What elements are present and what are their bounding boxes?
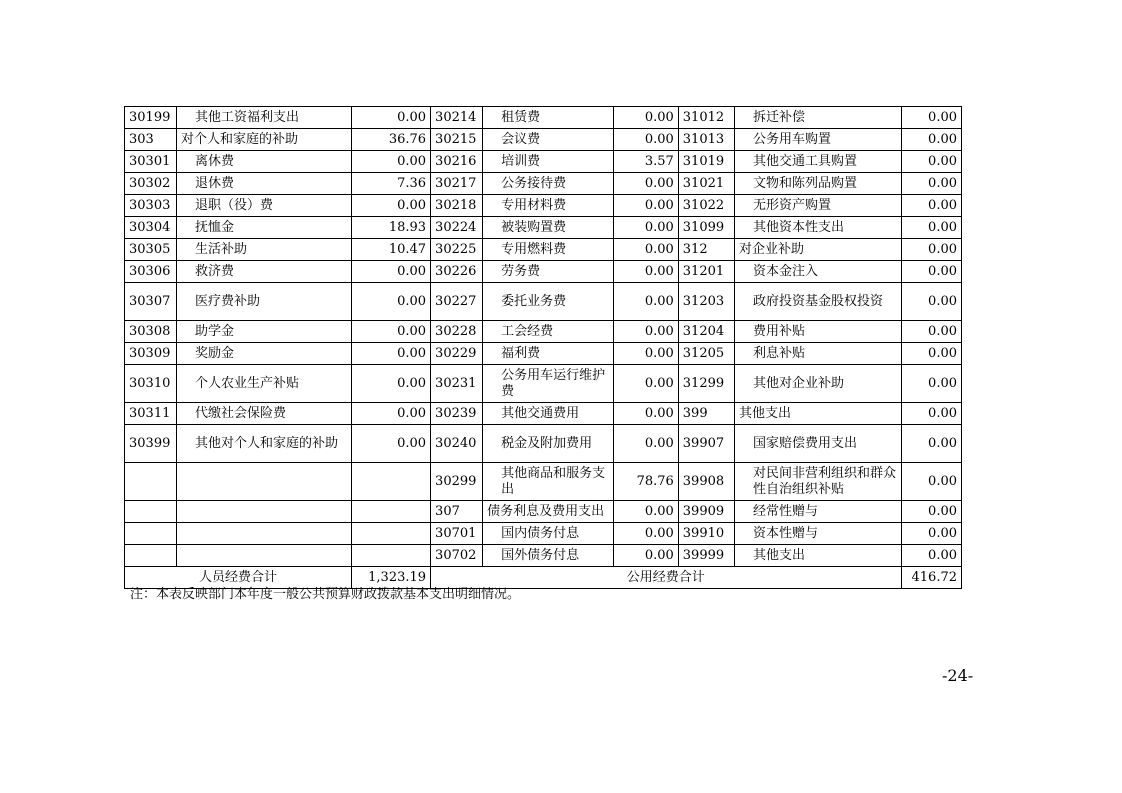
amount-cell: 36.76 <box>351 129 430 151</box>
code-cell: 30399 <box>125 425 177 463</box>
item-cell: 债务利息及费用支出 <box>483 501 614 523</box>
table-row <box>125 261 962 283</box>
amount-cell: 0.00 <box>614 283 679 321</box>
code-cell: 31022 <box>678 195 734 217</box>
item-cell: 拆迁补偿 <box>734 107 901 129</box>
item-cell: 其他对个人和家庭的补助 <box>177 425 352 463</box>
amount-cell <box>351 501 430 523</box>
table-row <box>125 283 962 321</box>
item-cell <box>177 523 352 545</box>
item-cell: 文物和陈列品购置 <box>734 173 901 195</box>
table-row <box>125 403 962 425</box>
item-cell: 其他交通费用 <box>483 403 614 425</box>
code-cell: 30702 <box>431 545 483 567</box>
item-cell: 经常性赠与 <box>734 501 901 523</box>
code-cell: 31012 <box>678 107 734 129</box>
item-cell: 救济费 <box>177 261 352 283</box>
table-row <box>125 107 962 129</box>
code-cell: 30225 <box>431 239 483 261</box>
table-row <box>125 321 962 343</box>
item-cell: 助学金 <box>177 321 352 343</box>
code-cell: 30231 <box>431 365 483 403</box>
item-cell: 退职（役）费 <box>177 195 352 217</box>
amount-cell: 0.00 <box>901 403 961 425</box>
item-cell: 福利费 <box>483 343 614 365</box>
amount-cell: 0.00 <box>614 217 679 239</box>
code-cell: 30299 <box>431 463 483 501</box>
amount-cell: 0.00 <box>614 403 679 425</box>
item-cell: 费用补贴 <box>734 321 901 343</box>
item-cell: 利息补贴 <box>734 343 901 365</box>
amount-cell: 0.00 <box>901 365 961 403</box>
amount-cell: 0.00 <box>351 343 430 365</box>
code-cell: 30304 <box>125 217 177 239</box>
item-cell: 委托业务费 <box>483 283 614 321</box>
item-cell: 税金及附加费用 <box>483 425 614 463</box>
amount-cell: 0.00 <box>351 403 430 425</box>
amount-cell: 7.36 <box>351 173 430 195</box>
code-cell: 31201 <box>678 261 734 283</box>
amount-cell: 0.00 <box>351 365 430 403</box>
item-cell: 其他工资福利支出 <box>177 107 352 129</box>
table-row <box>125 425 962 463</box>
code-cell: 30701 <box>431 523 483 545</box>
item-cell: 国内债务付息 <box>483 523 614 545</box>
code-cell: 39908 <box>678 463 734 501</box>
code-cell: 31021 <box>678 173 734 195</box>
amount-cell: 0.00 <box>351 283 430 321</box>
amount-cell: 78.76 <box>614 463 679 501</box>
code-cell: 39910 <box>678 523 734 545</box>
amount-cell: 0.00 <box>351 151 430 173</box>
item-cell: 其他支出 <box>734 403 901 425</box>
amount-cell: 0.00 <box>901 283 961 321</box>
expenditure-detail-table <box>124 106 962 589</box>
item-cell: 政府投资基金股权投资 <box>734 283 901 321</box>
item-cell: 专用燃料费 <box>483 239 614 261</box>
code-cell: 39907 <box>678 425 734 463</box>
amount-cell: 0.00 <box>614 343 679 365</box>
table-row <box>125 217 962 239</box>
item-cell: 代缴社会保险费 <box>177 403 352 425</box>
code-cell: 307 <box>431 501 483 523</box>
code-cell: 30306 <box>125 261 177 283</box>
code-cell: 31299 <box>678 365 734 403</box>
amount-cell: 0.00 <box>901 173 961 195</box>
table-row <box>125 501 962 523</box>
table-row <box>125 545 962 567</box>
code-cell: 30216 <box>431 151 483 173</box>
table-note: 注：本表反映部门本年度一般公共预算财政拨款基本支出明细情况。 <box>130 587 521 602</box>
table-row <box>125 239 962 261</box>
code-cell: 30239 <box>431 403 483 425</box>
code-cell: 30305 <box>125 239 177 261</box>
code-cell: 30240 <box>431 425 483 463</box>
item-cell: 奖励金 <box>177 343 352 365</box>
code-cell: 30226 <box>431 261 483 283</box>
code-cell: 30308 <box>125 321 177 343</box>
item-cell: 离休费 <box>177 151 352 173</box>
code-cell: 30218 <box>431 195 483 217</box>
public-total-label: 公用经费合计 <box>431 567 902 589</box>
amount-cell: 0.00 <box>614 365 679 403</box>
amount-cell: 0.00 <box>614 107 679 129</box>
personnel-total-value: 1,323.19 <box>351 567 430 589</box>
code-cell: 39909 <box>678 501 734 523</box>
item-cell: 培训费 <box>483 151 614 173</box>
amount-cell: 0.00 <box>351 425 430 463</box>
amount-cell <box>351 523 430 545</box>
table-row <box>125 151 962 173</box>
code-cell: 30307 <box>125 283 177 321</box>
code-cell: 30311 <box>125 403 177 425</box>
item-cell: 对民间非营利组织和群众性自治组织补贴 <box>734 463 901 501</box>
item-cell: 租赁费 <box>483 107 614 129</box>
code-cell: 30302 <box>125 173 177 195</box>
code-cell <box>125 501 177 523</box>
amount-cell: 0.00 <box>614 239 679 261</box>
code-cell: 31019 <box>678 151 734 173</box>
amount-cell: 0.00 <box>901 501 961 523</box>
table-row <box>125 129 962 151</box>
amount-cell: 0.00 <box>614 261 679 283</box>
code-cell: 30303 <box>125 195 177 217</box>
item-cell <box>177 501 352 523</box>
public-total-value: 416.72 <box>901 567 961 589</box>
amount-cell: 0.00 <box>614 501 679 523</box>
code-cell: 31013 <box>678 129 734 151</box>
amount-cell: 0.00 <box>901 463 961 501</box>
item-cell <box>177 545 352 567</box>
code-cell: 312 <box>678 239 734 261</box>
item-cell: 会议费 <box>483 129 614 151</box>
amount-cell: 0.00 <box>614 425 679 463</box>
amount-cell: 0.00 <box>901 107 961 129</box>
amount-cell: 0.00 <box>901 545 961 567</box>
table-row <box>125 523 962 545</box>
table-row <box>125 195 962 217</box>
code-cell: 31099 <box>678 217 734 239</box>
table-row <box>125 173 962 195</box>
amount-cell: 0.00 <box>901 261 961 283</box>
amount-cell: 0.00 <box>614 321 679 343</box>
item-cell: 其他资本性支出 <box>734 217 901 239</box>
amount-cell: 18.93 <box>351 217 430 239</box>
code-cell: 303 <box>125 129 177 151</box>
table-row <box>125 463 962 501</box>
amount-cell: 0.00 <box>901 217 961 239</box>
code-cell <box>125 523 177 545</box>
amount-cell: 0.00 <box>901 195 961 217</box>
table-row <box>125 343 962 365</box>
amount-cell: 0.00 <box>614 173 679 195</box>
code-cell: 31204 <box>678 321 734 343</box>
amount-cell: 0.00 <box>901 343 961 365</box>
code-cell <box>125 545 177 567</box>
amount-cell: 0.00 <box>351 107 430 129</box>
item-cell: 资本金注入 <box>734 261 901 283</box>
item-cell: 劳务费 <box>483 261 614 283</box>
item-cell: 抚恤金 <box>177 217 352 239</box>
item-cell: 对个人和家庭的补助 <box>177 129 352 151</box>
amount-cell: 0.00 <box>901 321 961 343</box>
item-cell: 其他交通工具购置 <box>734 151 901 173</box>
amount-cell: 0.00 <box>901 523 961 545</box>
code-cell <box>125 463 177 501</box>
code-cell: 30228 <box>431 321 483 343</box>
amount-cell: 0.00 <box>901 425 961 463</box>
item-cell: 资本性赠与 <box>734 523 901 545</box>
amount-cell: 0.00 <box>614 195 679 217</box>
amount-cell: 0.00 <box>351 195 430 217</box>
item-cell: 其他对企业补助 <box>734 365 901 403</box>
table-row <box>125 365 962 403</box>
amount-cell: 3.57 <box>614 151 679 173</box>
code-cell: 30224 <box>431 217 483 239</box>
amount-cell: 0.00 <box>901 239 961 261</box>
amount-cell: 0.00 <box>901 151 961 173</box>
personnel-total-label: 人员经费合计 <box>125 567 352 589</box>
item-cell: 公务用车购置 <box>734 129 901 151</box>
amount-cell <box>351 545 430 567</box>
amount-cell: 0.00 <box>901 129 961 151</box>
item-cell: 国家赔偿费用支出 <box>734 425 901 463</box>
item-cell: 个人农业生产补贴 <box>177 365 352 403</box>
item-cell: 其他商品和服务支出 <box>483 463 614 501</box>
amount-cell: 0.00 <box>614 523 679 545</box>
item-cell: 专用材料费 <box>483 195 614 217</box>
amount-cell <box>351 463 430 501</box>
code-cell: 31203 <box>678 283 734 321</box>
amount-cell: 10.47 <box>351 239 430 261</box>
item-cell: 生活补助 <box>177 239 352 261</box>
amount-cell: 0.00 <box>614 545 679 567</box>
amount-cell: 0.00 <box>351 321 430 343</box>
code-cell: 30301 <box>125 151 177 173</box>
code-cell: 39999 <box>678 545 734 567</box>
code-cell: 30214 <box>431 107 483 129</box>
item-cell: 医疗费补助 <box>177 283 352 321</box>
code-cell: 30217 <box>431 173 483 195</box>
code-cell: 30229 <box>431 343 483 365</box>
amount-cell: 0.00 <box>614 129 679 151</box>
item-cell: 被装购置费 <box>483 217 614 239</box>
item-cell: 工会经费 <box>483 321 614 343</box>
code-cell: 30199 <box>125 107 177 129</box>
code-cell: 30310 <box>125 365 177 403</box>
code-cell: 399 <box>678 403 734 425</box>
item-cell: 对企业补助 <box>734 239 901 261</box>
item-cell: 无形资产购置 <box>734 195 901 217</box>
code-cell: 30215 <box>431 129 483 151</box>
item-cell: 退休费 <box>177 173 352 195</box>
item-cell <box>177 463 352 501</box>
item-cell: 国外债务付息 <box>483 545 614 567</box>
page-number: -24- <box>942 666 974 685</box>
code-cell: 30309 <box>125 343 177 365</box>
item-cell: 公务用车运行维护费 <box>483 365 614 403</box>
amount-cell: 0.00 <box>351 261 430 283</box>
code-cell: 30227 <box>431 283 483 321</box>
item-cell: 公务接待费 <box>483 173 614 195</box>
item-cell: 其他支出 <box>734 545 901 567</box>
code-cell: 31205 <box>678 343 734 365</box>
